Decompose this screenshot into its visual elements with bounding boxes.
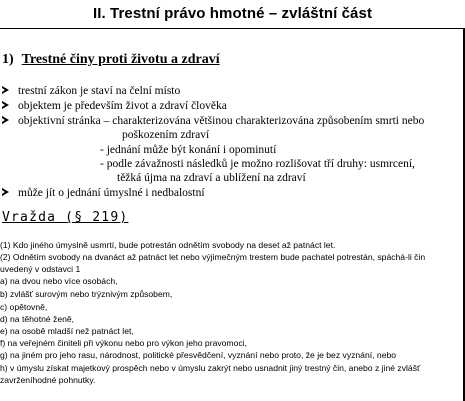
law-text-line: c) opětovně, <box>0 302 48 312</box>
law-text-line: g) na jiném pro jeho rasu, národnost, politické přesvědčení, vyznání nebo proto, že je bez vyznání, nebo <box>0 350 397 360</box>
paragraph-heading: Vražda (§ 219) <box>2 210 129 225</box>
law-text-line: e) na osobě mladší než patnáct let, <box>0 326 134 336</box>
law-text-line: h) v úmyslu získat majetkový prospěch nebo v úmyslu zakrýt nebo usnadnit jiný trestný čin, anebo z jiné zvlášť <box>0 363 421 373</box>
law-text-line: f) na veřejném činiteli při výkonu nebo pro výkon jeho pravomoci, <box>0 338 247 348</box>
law-text-line: a) na dvou nebo více osobách, <box>0 276 118 286</box>
bullet-text: objektem je především život a zdraví člověka <box>18 100 227 112</box>
sub-item: - podle závažnosti následků je možno rozlišovat tří druhy: usmrcení, <box>100 158 415 170</box>
arrow-bullet-icon <box>2 101 9 109</box>
bullet-text: objektivní stránka – charakterizována většinou charakterizována způsobením smrti nebo <box>18 115 425 127</box>
sub-item: - jednání může být konání i opominutí <box>100 144 277 156</box>
section-heading <box>2 52 220 68</box>
law-text-line: uvedený v odstavci 1 <box>0 264 81 274</box>
law-text-line: (1) Kdo jiného úmyslně usmrtí, bude potrestán odnětím svobody na deset až patnáct let. <box>0 240 336 250</box>
bullet-text-continuation: poškozením zdraví <box>122 129 210 141</box>
arrow-bullet-icon <box>2 86 9 94</box>
section-name: Trestné činy proti životu a zdraví <box>21 52 220 67</box>
arrow-bullet-icon <box>2 188 9 196</box>
bullet-text: trestní zákon je staví na čelní místo <box>18 85 181 97</box>
law-text-line: d) na těhotné ženě, <box>0 314 75 324</box>
sub-item-continuation: těžká újma na zdraví a ublížení na zdraví <box>117 172 306 184</box>
page-title: II. Trestní právo hmotné – zvláštní část <box>92 5 373 22</box>
law-text-line: b) zvlášť surovým nebo trýznivým způsobem, <box>0 289 173 299</box>
law-text-line: (2) Odnětím svobody na dvanáct až patnáct let nebo výjimečným trestem bude pachatel potrestán, spáchá-li čin <box>0 252 426 262</box>
law-text-line: zavrženíhodné pohnutky. <box>0 375 96 385</box>
title-divider <box>0 28 465 29</box>
bullet-text: může jít o jednání úmyslné i nedbalostní <box>18 187 205 199</box>
arrow-bullet-icon <box>2 116 9 124</box>
section-number: 1) <box>2 52 14 67</box>
